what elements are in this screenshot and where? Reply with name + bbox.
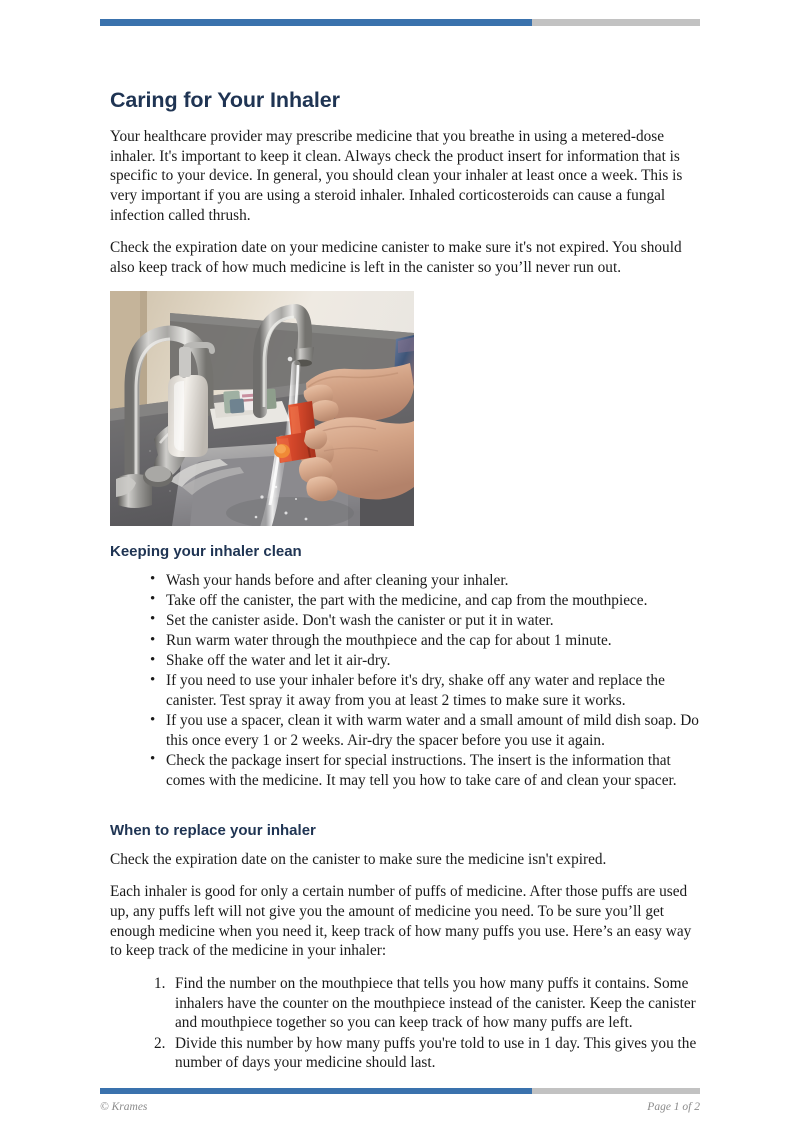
list-item: • Run warm water through the mouthpiece and the cap for about 1 minute.: [154, 631, 700, 651]
list-item: Divide this number by how many puffs you're told to use in 1 day. This gives you the number of days your medicine should last.: [175, 1034, 697, 1072]
intro-paragraph-1: Your healthcare provider may prescribe medicine that you breathe in using a metered-dose inhaler. It's important to keep it clean. Always check the product insert for information that is specific to your device. In general, you should clean your inhaler at least once a week. This is very important if you are using a steroid inhaler. Inhaled corticosteroids can cause a fungal infection called thrush.: [110, 127, 683, 224]
intro-paragraph-2: Check the expiration date on your medicine canister to make sure it's not expired. You should also keep track of how much medicine is left in the canister so you’ll never run out.: [110, 239, 682, 277]
replace-paragraph-1: Check the expiration date on the canister to make sure the medicine isn't expired.: [110, 850, 607, 868]
list-item: • Check the package insert for special instructions. The insert is the information that comes with the medicine. It may tell you how to take care of and clean your spacer.: [154, 751, 700, 790]
list-item: • Set the canister aside. Don't wash the canister or put it in water.: [154, 611, 700, 631]
list-item: Find the number on the mouthpiece that tells you how many puffs it contains. Some inhalers have the counter on the mouthpiece instead of the canister. Keep the canister and mouthpiece together so you can keep track of how many puffs are left.: [175, 975, 696, 1032]
header-rule: [100, 19, 700, 26]
list-item: • Wash your hands before and after cleaning your inhaler.: [154, 571, 700, 591]
cleaning-steps-list: [110, 571, 700, 791]
list-item: • Take off the canister, the part with the medicine, and cap from the mouthpiece.: [154, 591, 700, 611]
inhaler-cleaning-photo: [110, 291, 414, 526]
footer-rule-gray-segment: [532, 1088, 700, 1094]
list-item: • If you use a spacer, clean it with warm water and a small amount of mild dish soap. Do this once every 1 or 2 weeks. Air-dry the spacer before you use it again.: [154, 711, 700, 750]
footer-rule-blue-segment: [100, 1088, 532, 1094]
inhaler-cleaning-figure: [110, 291, 700, 526]
page-title: Caring for Your Inhaler: [110, 88, 340, 112]
footer: [100, 1101, 700, 1113]
header-rule-gray-segment: [532, 19, 700, 26]
section-heading-when-to-replace: When to replace your inhaler: [110, 821, 316, 839]
header-rule-blue-segment: [100, 19, 532, 26]
list-item: • Shake off the water and let it air-dry.: [154, 651, 700, 671]
list-item: • If you need to use your inhaler before it's dry, shake off any water and replace the canister. Test spray it away from you at least 2 times to make sure it works.: [154, 671, 700, 710]
footer-page-number: Page 1 of 2: [647, 1101, 700, 1113]
footer-rule: [100, 1088, 700, 1094]
spacer: [110, 791, 700, 822]
section-heading-keeping-clean: Keeping your inhaler clean: [110, 542, 302, 560]
document-content: [110, 88, 700, 1073]
tracking-steps-list: [110, 974, 700, 1073]
footer-copyright: © Krames: [100, 1101, 148, 1113]
replace-paragraph-2: Each inhaler is good for only a certain number of puffs of medicine. After those puffs are used up, any puffs left will not give you the amount of medicine you need. To be sure you’ll get enough medicine when you need it, keep track of how many puffs you use. Here’s an easy way to keep track of the medicine in your inhaler:: [110, 883, 692, 960]
